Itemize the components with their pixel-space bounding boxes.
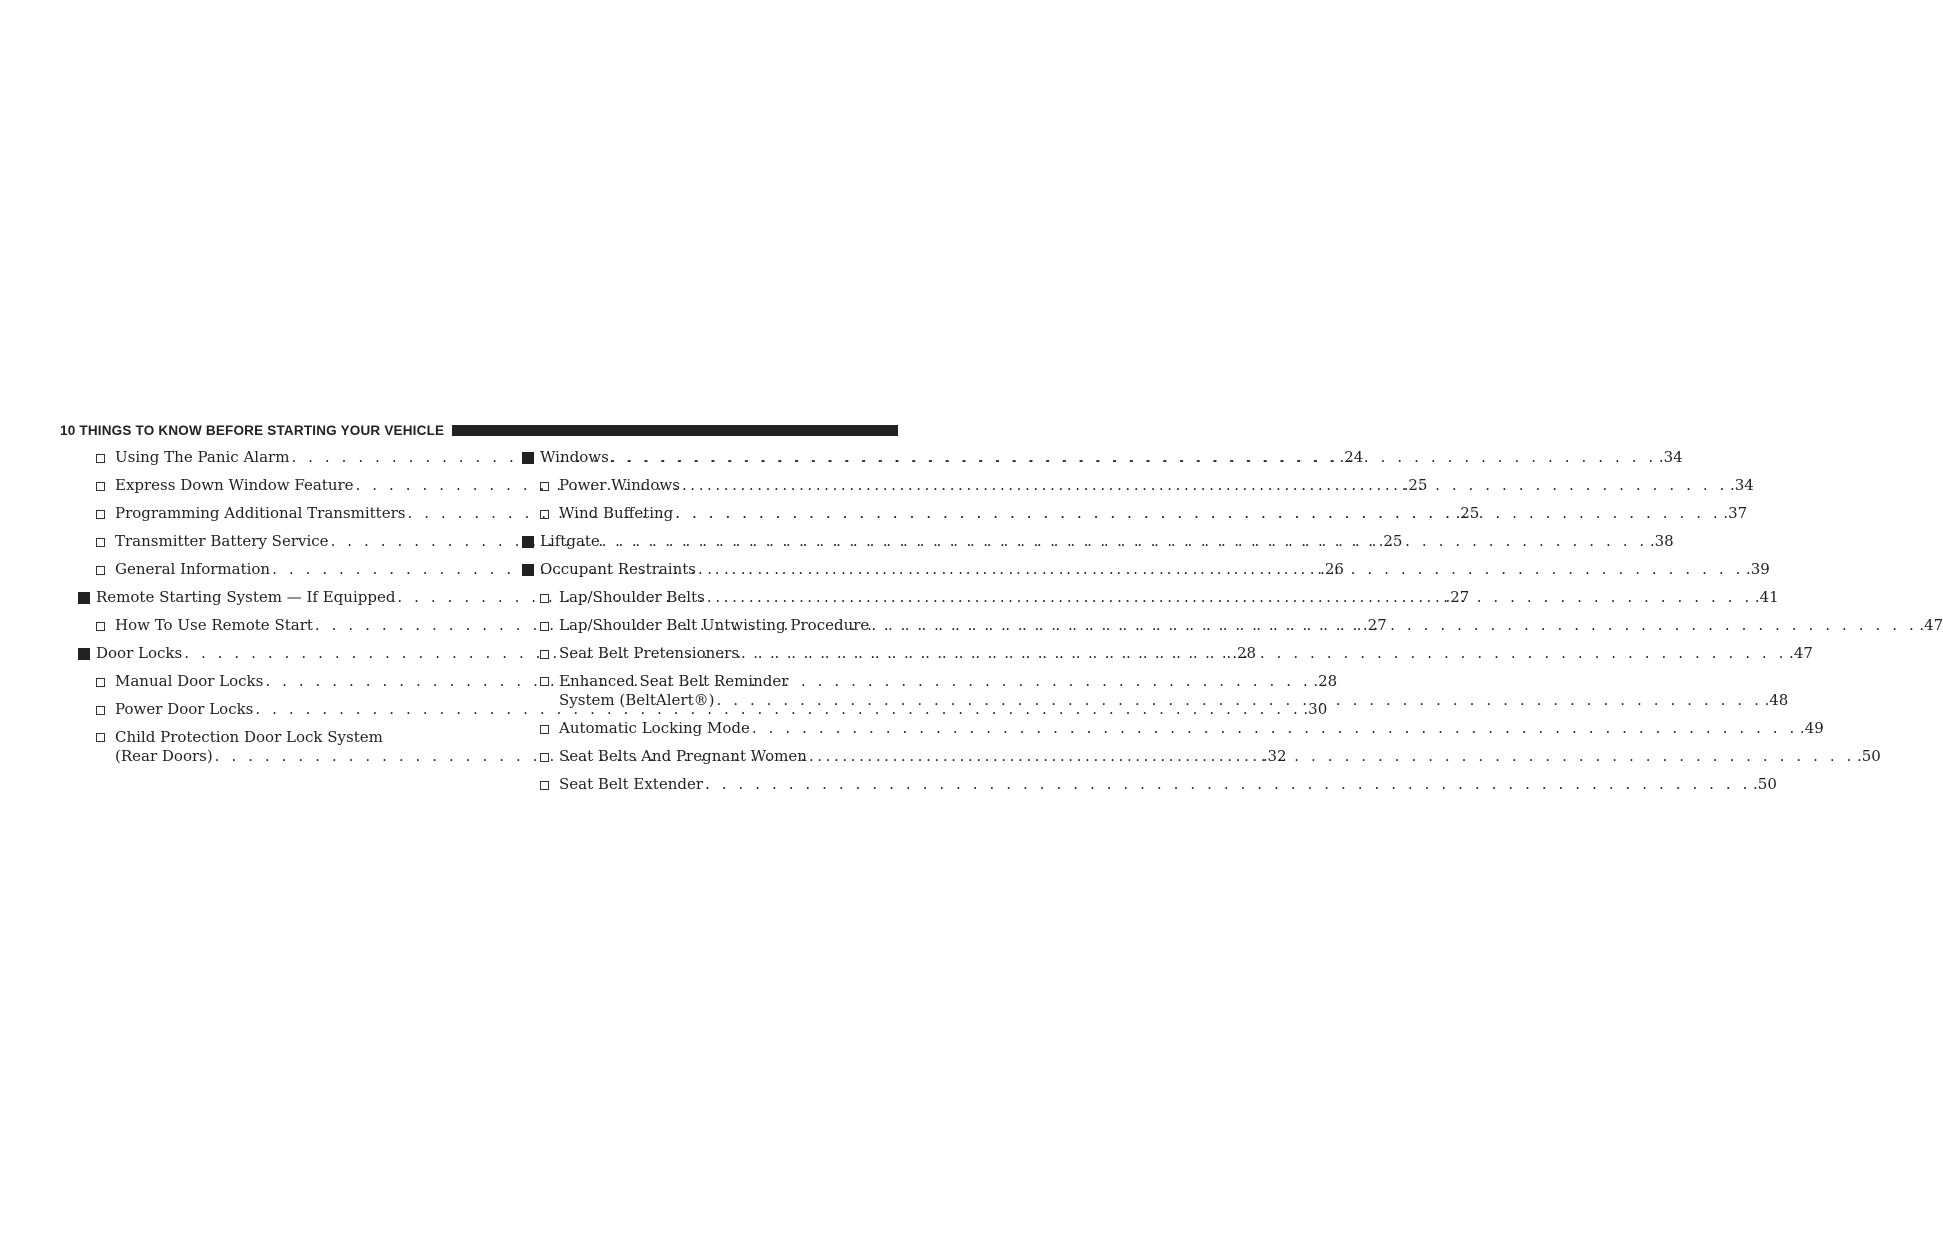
toc-entry-title: Wind Buffeting — [559, 504, 674, 522]
dot-leader — [602, 532, 1648, 551]
dot-leader — [611, 448, 1657, 467]
main-bullet-icon — [78, 592, 90, 604]
sub-bullet-icon — [540, 650, 549, 659]
toc-entry-title: Seat Belt Extender — [559, 775, 704, 793]
toc-entry-title-line1: Enhanced Seat Belt Reminder — [559, 672, 789, 690]
dot-leader — [871, 616, 1917, 635]
dot-leader — [682, 476, 1728, 495]
sub-bullet-icon — [540, 677, 549, 686]
sub-bullet-icon — [96, 566, 105, 575]
toc-entry-title: How To Use Remote Start — [115, 616, 313, 634]
toc-entry-page: .27 — [1362, 616, 1387, 634]
toc-entry-title: Power Windows — [559, 476, 680, 494]
sub-bullet-icon — [540, 594, 549, 603]
main-bullet-icon — [522, 536, 534, 548]
toc-entry-title: Liftgate — [540, 532, 600, 550]
sub-bullet-icon — [540, 725, 549, 734]
toc-entry-title-line1: Child Protection Door Lock System — [115, 728, 383, 746]
header-rule — [452, 425, 898, 436]
main-bullet-icon — [78, 648, 90, 660]
toc-entry-page: .38 — [1649, 532, 1674, 550]
toc-entry-page: .25 — [1378, 532, 1403, 550]
header-title: 10 THINGS TO KNOW BEFORE STARTING YOUR VEHICLE — [60, 422, 445, 438]
sub-bullet-icon — [96, 454, 105, 463]
toc-entry-title: Remote Starting System — If Equipped — [96, 588, 396, 606]
main-bullet-icon — [522, 452, 534, 464]
toc-entry-title: General Information — [115, 560, 271, 578]
toc-entry-page: .27 — [1445, 588, 1470, 606]
sub-bullet-icon — [540, 781, 549, 790]
toc-entry-page: .26 — [1320, 560, 1344, 578]
sub-bullet-icon — [96, 482, 105, 491]
dot-leader — [716, 691, 1762, 710]
toc-entry-title: Using The Panic Alarm — [115, 448, 290, 466]
dot-leader — [707, 588, 1753, 607]
toc-entry-title: Windows — [540, 448, 609, 466]
toc-entry-title: (Rear Doors) — [115, 747, 213, 765]
toc-entry-title: Power Door Locks — [115, 700, 254, 718]
toc-entry-page: .32 — [1262, 747, 1287, 765]
toc-entry-page: .49 — [1799, 719, 1824, 737]
dot-leader — [698, 560, 1744, 579]
toc-entry-page: .24 — [1339, 448, 1364, 466]
toc-entry-title: Lap/Shoulder Belts — [559, 588, 705, 606]
toc-entry-page: .50 — [1856, 747, 1881, 765]
toc-entry-automatic-locking-mode[interactable] — [522, 719, 1824, 738]
toc-entry-page: .37 — [1723, 504, 1748, 522]
toc-entry-title: Door Locks — [96, 644, 183, 662]
running-header — [60, 420, 898, 440]
sub-bullet-icon — [96, 733, 105, 742]
toc-entry-seat-belt-extender[interactable] — [522, 775, 1777, 794]
toc-entry-title: Seat Belts And Pregnant Women — [559, 747, 807, 765]
toc-entry-page: .28 — [1232, 644, 1257, 662]
toc-entry-page: .25 — [1455, 504, 1480, 522]
toc-entry-page: .47 — [1919, 616, 1943, 634]
dot-leader — [752, 719, 1798, 738]
sub-bullet-icon — [540, 482, 549, 491]
main-bullet-icon — [522, 564, 534, 576]
toc-entry-page: .30 — [1303, 700, 1328, 718]
sub-bullet-icon — [96, 510, 105, 519]
dot-leader — [675, 504, 1721, 523]
sub-bullet-icon — [540, 510, 549, 519]
toc-entry-title: Lap/Shoulder Belt Untwisting Procedure — [559, 616, 870, 634]
toc-entry-page: .41 — [1754, 588, 1779, 606]
sub-bullet-icon — [96, 706, 105, 715]
toc-entry-title: Occupant Restraints — [540, 560, 696, 578]
dot-leader — [741, 644, 1787, 663]
sub-bullet-icon — [96, 538, 105, 547]
toc-entry-title: System (BeltAlert®) — [559, 691, 715, 709]
toc-entry-page: .34 — [1658, 448, 1683, 466]
toc-entry-page: .28 — [1313, 672, 1338, 690]
dot-leader — [809, 747, 1855, 766]
sub-bullet-icon — [96, 622, 105, 631]
toc-entry-title: Programming Additional Transmitters — [115, 504, 406, 522]
toc-entry-title: Express Down Window Feature — [115, 476, 354, 494]
sub-bullet-icon — [540, 753, 549, 762]
toc-entry-page: .34 — [1729, 476, 1754, 494]
dot-leader — [705, 775, 1751, 794]
toc-entry-page: .25 — [1403, 476, 1428, 494]
toc-entry-page: .39 — [1745, 560, 1770, 578]
toc-entry-page: .47 — [1789, 644, 1813, 662]
toc-entry-title: Seat Belt Pretensioners — [559, 644, 740, 662]
toc-entry-title: Transmitter Battery Service — [115, 532, 329, 550]
toc-entry-title: Manual Door Locks — [115, 672, 264, 690]
sub-bullet-icon — [96, 678, 105, 687]
toc-entry-title: Automatic Locking Mode — [559, 719, 750, 737]
sub-bullet-icon — [540, 622, 549, 631]
toc-entry-page: .48 — [1764, 691, 1789, 709]
toc-entry-page: .50 — [1753, 775, 1777, 793]
